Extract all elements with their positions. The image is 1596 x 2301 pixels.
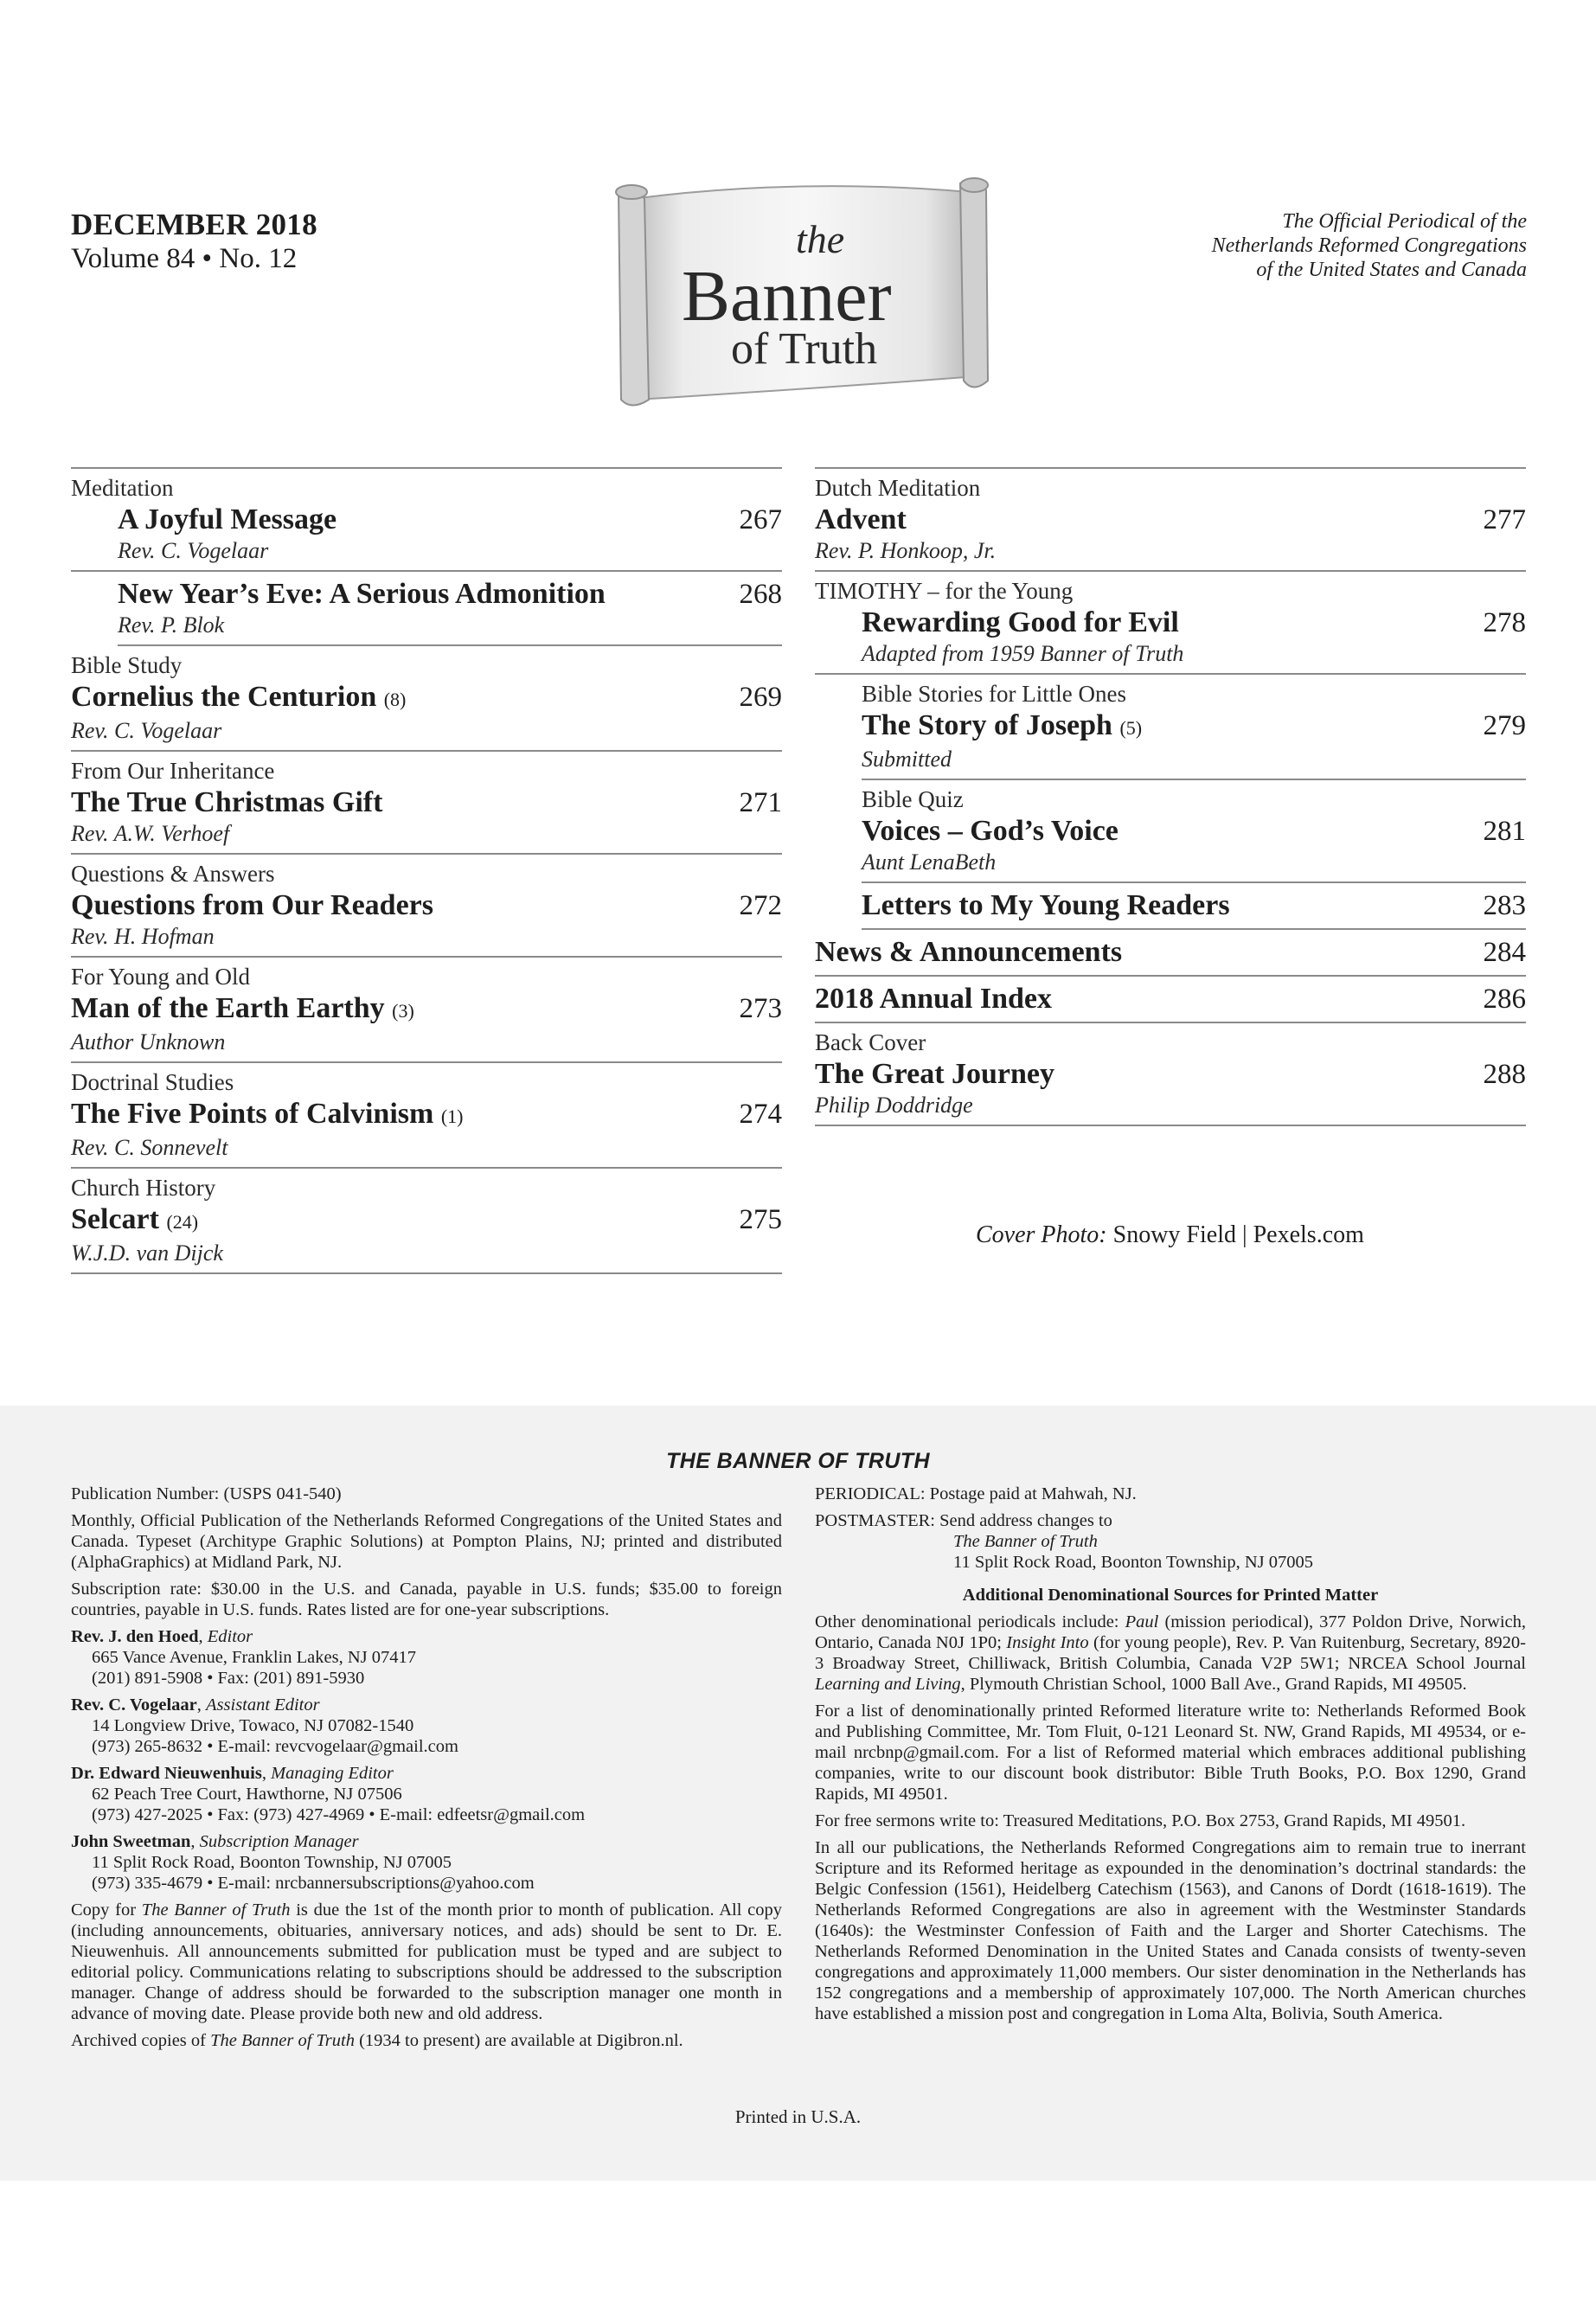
sources-heading: Additional Denominational Sources for Printed Matter [962, 1586, 1379, 1605]
toc-category: For Young and Old [71, 964, 251, 990]
other-text: , Plymouth Christian School, 1000 Ball Ave., Grand Rapids, MI 49505. [960, 1675, 1467, 1694]
toc-page: 288 [1483, 1059, 1526, 1090]
postmaster-block [815, 1510, 1526, 1573]
toc-category: Bible Stories for Little Ones [862, 681, 1126, 707]
toc-title: Letters to My Young Readers [862, 889, 1230, 921]
toc-entry[interactable] [71, 855, 782, 958]
toc-category: Dutch Meditation [815, 475, 981, 501]
toc-page: 281 [1483, 816, 1526, 847]
toc-category: TIMOTHY – for the Young [815, 578, 1074, 604]
tagline [1077, 209, 1527, 282]
subscription-rate: Subscription rate: $30.00 in the U.S. and Canada, payable in U.S. funds; $35.00 to foreign countries, payable in U.S. funds. Rates listed are for one-year subscriptions. [71, 1580, 782, 1619]
postmaster-line: POSTMASTER: Send address changes to [815, 1511, 1112, 1530]
toc-title: Voices – God’s Voice [862, 815, 1118, 847]
toc-author: Aunt LenaBeth [862, 849, 997, 875]
toc-category: From Our Inheritance [71, 758, 275, 784]
free-sermons: For free sermons write to: Treasured Meditations, P.O. Box 2753, Grand Rapids, MI 49501. [815, 1811, 1466, 1830]
toc-page: 272 [739, 890, 782, 921]
toc-part: (5) [1119, 717, 1143, 739]
toc-title: 2018 Annual Index [815, 983, 1052, 1015]
staff-contact: (973) 427-2025 • Fax: (973) 427-4969 • E-mail: edfeetsr@gmail.com [92, 1805, 586, 1824]
literature-list: For a list of denominationally printed Reformed literature write to: Netherlands Reformed Book and Publishing Committee, Mr. Tom Fluit, 0-121 Leonard St. NW, Grand Rapids, MI 49534, or e-mail nrcbnp@gmail.com. For a list of Reformed material which embraces additional publishing companies, write to our discount book distributor: Bible Truth Books, P.O. Box 1290, Grand Rapids, MI 49501. [815, 1702, 1526, 1804]
staff-assistant-editor: Rev. C. Vogelaar, Assistant Editor 14 Longview Drive, Towaco, NJ 07082-1540 (973) 265-8632 • E-mail: revcvogelaar@gmail.com [71, 1695, 782, 1757]
staff-contact: (973) 335-4679 • E-mail: nrcbannersubscriptions@yahoo.com [92, 1874, 535, 1893]
archive-text: Archived copies of [71, 2031, 206, 2050]
staff-managing-editor: Dr. Edward Nieuwenhuis, Managing Editor 62 Peach Tree Court, Hawthorne, NJ 07506 (973) 427-2025 • Fax: (973) 427-4969 • E-mail: edfeetsr@gmail.com [71, 1763, 782, 1825]
toc-category: Doctrinal Studies [71, 1069, 234, 1095]
cover-photo-label: Cover Photo: [976, 1221, 1107, 1248]
toc-author: Rev. P. Honkoop, Jr. [815, 538, 997, 563]
toc-part: (3) [392, 1000, 414, 1022]
toc-page: 274 [739, 1099, 782, 1130]
masthead-title: THE BANNER OF TRUTH [666, 1449, 930, 1473]
toc-page: 279 [1483, 710, 1526, 741]
staff-name: Dr. Edward Nieuwenhuis [71, 1764, 262, 1783]
staff-address: 62 Peach Tree Court, Hawthorne, NJ 07506 [92, 1785, 402, 1804]
periodical-title: Learning and Living [815, 1675, 961, 1694]
contents-right-column [815, 467, 1526, 1126]
staff-address: 11 Split Rock Road, Boonton Township, NJ 07005 [92, 1853, 452, 1872]
toc-entry[interactable] [118, 572, 782, 646]
toc-author: Author Unknown [71, 1029, 226, 1054]
toc-page: 283 [1483, 890, 1526, 921]
toc-category: Back Cover [815, 1029, 926, 1055]
contents-left-column [71, 467, 782, 1274]
toc-part: (1) [440, 1106, 464, 1127]
cover-photo-value: Snowy Field | Pexels.com [1112, 1221, 1364, 1248]
toc-entry[interactable] [71, 752, 782, 855]
toc-title: The Great Journey [815, 1058, 1055, 1090]
masthead-box [0, 1406, 1596, 2181]
periodical-title: Paul [1125, 1612, 1159, 1631]
staff-name: John Sweetman [71, 1832, 191, 1851]
other-text: (mission periodical), 377 Poldon Drive, Norwich, Ontario, Canada N0J 1P0; [815, 1612, 1526, 1652]
logo-the: the [796, 217, 845, 261]
staff-contact: (973) 265-8632 • E-mail: revcvogelaar@gmail.com [92, 1737, 458, 1756]
toc-part: (8) [383, 689, 407, 710]
tagline-line: of the United States and Canada [1256, 259, 1527, 281]
toc-author: Adapted from 1959 Banner of Truth [862, 641, 1184, 666]
toc-title: The True Christmas Gift [71, 786, 383, 818]
mission-statement: In all our publications, the Netherlands Reformed Congregations aim to remain true to inerrant Scripture and its Reformed heritage as expounded in the denomination’s doctrinal standards: the Belgic Confession (1561), Heidelberg Catechism (1563), and Canons of Dordt (1618-1619). The Netherlands Reformed Congregations are also in agreement with the Westminster Standards (1640s): the Westminster Confession of Faith and the Larger and Shorter Catechisms. The Netherlands Reformed Denomination in the United States and Canada consists of twenty-seven congregations and approximately 11,000 members. Our sister denomination in the Netherlands has 152 congregations and a membership of approximately 107,000. The North American churches have established a mission post and congregation in Loma Alta, Bolivia, South America. [815, 1838, 1526, 2023]
toc-page: 273 [739, 993, 782, 1024]
toc-title: New Year’s Eve: A Serious Admonition [118, 578, 606, 610]
archive-title: The Banner of Truth [210, 2031, 355, 2050]
toc-entry[interactable] [815, 572, 1526, 675]
toc-author: Philip Doddridge [815, 1093, 973, 1118]
copy-text: Copy for [71, 1900, 137, 1920]
toc-page: 284 [1483, 937, 1526, 968]
toc-entry[interactable] [815, 1023, 1526, 1126]
toc-title: The Story of Joseph [862, 709, 1112, 741]
toc-entry[interactable] [862, 780, 1526, 883]
issue-date: DECEMBER 2018 [71, 208, 317, 241]
toc-entry[interactable] [815, 469, 1526, 572]
toc-page: 271 [739, 787, 782, 818]
staff-address: 665 Vance Avenue, Franklin Lakes, NJ 07417 [92, 1648, 417, 1667]
staff-editor: Rev. J. den Hoed, Editor 665 Vance Avenue, Franklin Lakes, NJ 07417 (201) 891-5908 • Fax: (201) 891-5930 [71, 1626, 782, 1689]
toc-page: 267 [739, 504, 782, 535]
tagline-line: The Official Periodical of the [1282, 210, 1527, 233]
logo-banner: Banner [682, 256, 892, 336]
staff-contact: (201) 891-5908 • Fax: (201) 891-5930 [92, 1669, 365, 1688]
toc-title: Cornelius the Centurion [71, 681, 377, 713]
other-text: Other denominational periodicals include: [815, 1612, 1119, 1631]
toc-page: 268 [739, 579, 782, 610]
copy-text: is due the 1st of the month prior to month of publication. All copy (including announcements, obituaries, anniversary notices, and ads) should be sent to Dr. E. Nieuwenhuis. All announcements submitted for publication must be typed and are subject to editorial policy. Communications relating to subscriptions should be addressed to the subscription manager. Change of address should be forwarded to the subscription manager one month in advance of moving date. Please provide both new and old address. [71, 1900, 782, 2023]
toc-page: 278 [1483, 607, 1526, 638]
staff-name: Rev. J. den Hoed [71, 1627, 199, 1646]
tagline-line: Netherlands Reformed Congregations [1211, 234, 1527, 257]
publication-description: Monthly, Official Publication of the Netherlands Reformed Congregations of the United States and Canada. Typeset (Architype Graphic Solutions) at Pompton Plains, NJ; printed and distributed (AlphaGraphics) at Midland Park, NJ. [71, 1511, 782, 1572]
toc-entry[interactable] [71, 469, 782, 572]
toc-author: Rev. C. Vogelaar [71, 718, 222, 743]
toc-category: Bible Study [71, 652, 183, 678]
toc-title: The Five Points of Calvinism [71, 1098, 434, 1130]
archive-text: (1934 to present) are available at Digibron.nl. [359, 2031, 683, 2050]
toc-author: Rev. C. Vogelaar [118, 538, 269, 563]
toc-title: Questions from Our Readers [71, 889, 434, 921]
cover-photo-credit [976, 1221, 1364, 1249]
toc-category: Meditation [71, 475, 174, 501]
toc-part: (24) [166, 1211, 199, 1233]
toc-entry[interactable] [815, 930, 1526, 977]
toc-author: Submitted [862, 747, 952, 772]
staff-name: Rev. C. Vogelaar [71, 1695, 197, 1715]
other-periodicals [815, 1612, 1526, 1695]
issue-volume: Volume 84 • No. 12 [71, 243, 298, 274]
toc-author: Rev. A.W. Verhoef [71, 821, 230, 846]
toc-author: Rev. H. Hofman [71, 924, 215, 949]
toc-page: 275 [739, 1204, 782, 1235]
staff-subscription-manager: John Sweetman, Subscription Manager 11 Split Rock Road, Boonton Township, NJ 07005 (973) 335-4679 • E-mail: nrcbannersubscriptions@yahoo.com [71, 1831, 782, 1894]
toc-entry[interactable] [862, 675, 1526, 780]
postmaster-address: 11 Split Rock Road, Boonton Township, NJ 07005 [953, 1553, 1313, 1572]
toc-category: Bible Quiz [862, 786, 964, 812]
toc-entry[interactable] [71, 958, 782, 1063]
staff-role: Subscription Manager [199, 1832, 359, 1851]
printed-in: Printed in U.S.A. [734, 2106, 862, 2127]
toc-author: Rev. C. Sonnevelt [71, 1135, 228, 1160]
periodical-title: Insight Into [1006, 1633, 1089, 1652]
postmaster-name: The Banner of Truth [953, 1532, 1098, 1551]
staff-role: Editor [207, 1627, 253, 1646]
toc-title: Selcart [71, 1203, 159, 1235]
periodical-postage: PERIODICAL: Postage paid at Mahwah, NJ. [815, 1484, 1137, 1503]
toc-page: 269 [739, 682, 782, 713]
banner-of-truth-logo [597, 173, 1003, 411]
toc-entry[interactable] [71, 646, 782, 752]
copy-title: The Banner of Truth [141, 1900, 291, 1920]
toc-author: W.J.D. van Dijck [71, 1240, 223, 1266]
masthead-right-column [815, 1484, 1526, 2030]
toc-entry[interactable] [71, 1169, 782, 1274]
toc-category: Church History [71, 1175, 216, 1201]
toc-title: Rewarding Good for Evil [862, 606, 1179, 638]
staff-role: Managing Editor [271, 1764, 394, 1783]
toc-title: A Joyful Message [118, 503, 337, 535]
toc-entry[interactable] [862, 883, 1526, 930]
archive-note [71, 2030, 782, 2051]
toc-page: 277 [1483, 504, 1526, 535]
publication-number: Publication Number: (USPS 041-540) [71, 1484, 342, 1503]
toc-author: Rev. P. Blok [118, 612, 225, 638]
toc-title: Advent [815, 503, 907, 535]
staff-role: Assistant Editor [206, 1695, 320, 1715]
logo-of-truth: of Truth [731, 324, 878, 374]
other-text: (for young people), Rev. P. Van Ruitenburg, Secretary, 8920-3 Broadway Street, Chilliwack, British Columbia, Canada V2P 5W1; NRCEA School Journal [815, 1633, 1526, 1673]
masthead-left-column [71, 1484, 782, 2057]
toc-entry[interactable] [71, 1063, 782, 1169]
toc-category: Questions & Answers [71, 861, 275, 887]
toc-title: Man of the Earth Earthy [71, 992, 385, 1024]
staff-address: 14 Longview Drive, Towaco, NJ 07082-1540 [92, 1716, 414, 1735]
toc-entry[interactable] [815, 977, 1526, 1023]
toc-title: News & Announcements [815, 936, 1123, 968]
toc-page: 286 [1483, 984, 1526, 1015]
copy-policy [71, 1900, 782, 2024]
